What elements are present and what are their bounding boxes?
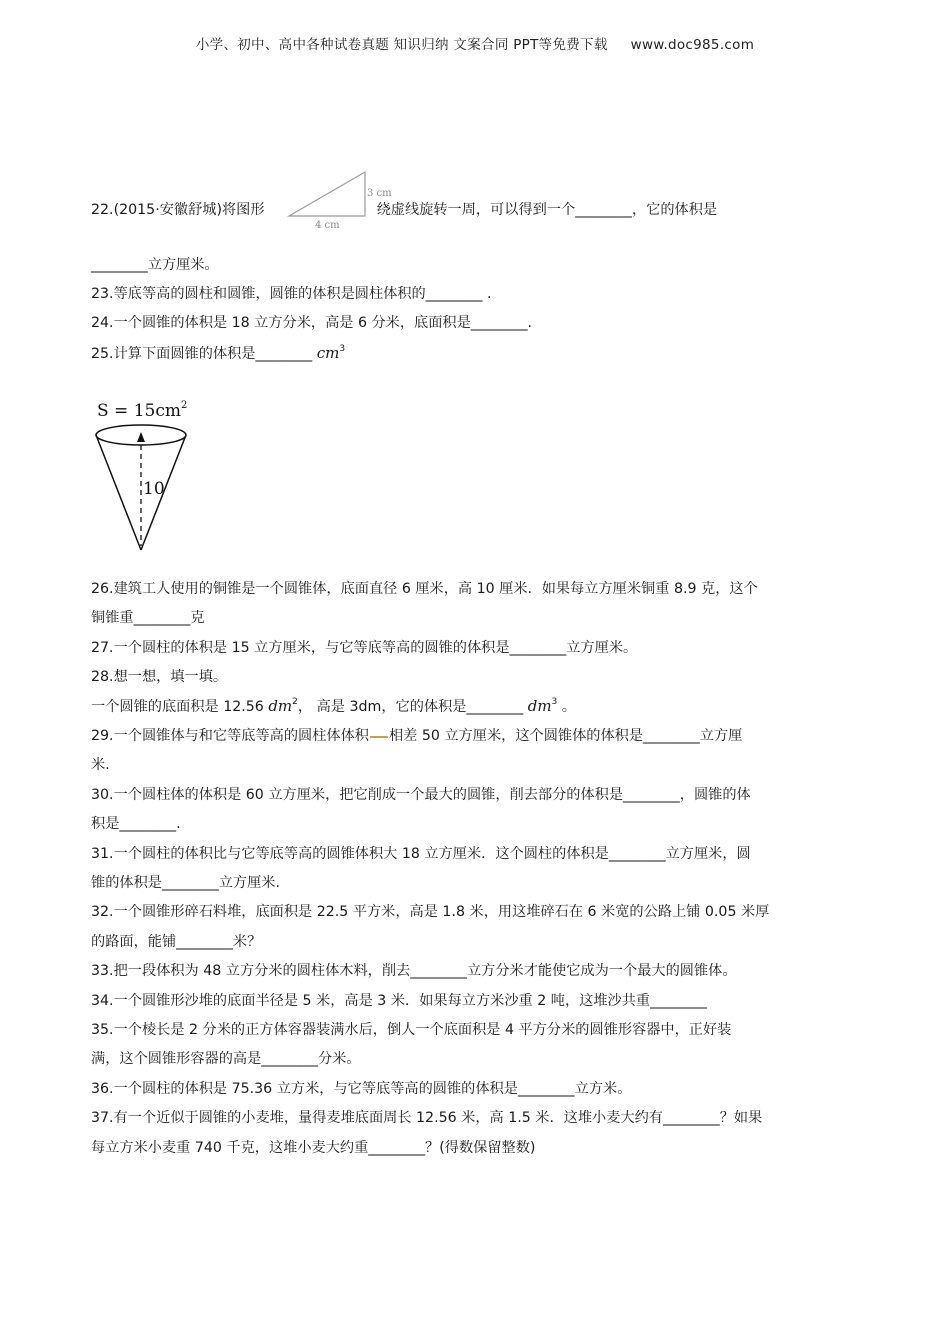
question-29-line1: 29.一个圆锥体与和它等底等高的圆柱体体积 相差 50 立方厘米，这个圆锥体的体积是________立方厘 bbox=[91, 728, 743, 744]
question-32-line2: 的路面，能铺________米？ bbox=[91, 934, 262, 950]
question-26-line2: 铜锥重________克 bbox=[91, 610, 205, 626]
question-28-line1: 28.想一想，填一填。 bbox=[91, 669, 228, 685]
unit-cm: cm bbox=[316, 344, 340, 362]
unit-dm: dm bbox=[527, 697, 552, 715]
question-28-line2: 一个圆锥的底面积是 12.56 $dm^2$， 高是 3dm，它的体积是________ $dm^3$ 。 bbox=[91, 697, 576, 715]
header-site: www.doc985.com bbox=[630, 37, 755, 53]
question-34: 34.一个圆锥形沙堆的底面半径是 5 米，高是 3 米．如果每立方米沙重 2 吨，这堆沙共重________ bbox=[91, 993, 707, 1009]
page-header bbox=[0, 33, 950, 53]
question-27: 27.一个圆柱的体积是 15 立方厘米，与它等底等高的圆锥的体积是________立方厘米。 bbox=[91, 640, 638, 656]
question-30-line1: 30.一个圆柱体的体积是 60 立方厘米，把它削成一个最大的圆锥，削去部分的体积是________，圆锥的体 bbox=[91, 787, 751, 803]
question-31-line1: 31.一个圆柱的体积比与它等底等高的圆锥体积大 18 立方厘米．这个圆柱的体积是________立方厘米，圆 bbox=[91, 846, 751, 862]
underline-mark bbox=[370, 736, 388, 738]
question-22-line2: ________立方厘米。 bbox=[91, 257, 219, 273]
cone-area-exp: 2 bbox=[181, 400, 188, 411]
cone-area-label: S = 15cm bbox=[97, 401, 181, 421]
question-30-line2: 积是________. bbox=[91, 816, 181, 832]
question-35-line2: 满，这个圆锥形容器的高是________分米。 bbox=[91, 1051, 361, 1067]
unit-dm: dm bbox=[268, 697, 293, 715]
question-37-line2: 每立方米小麦重 740 千克，这堆小麦大约重________？(得数保留整数) bbox=[91, 1140, 536, 1156]
triangle-height-label: 3 cm bbox=[367, 188, 392, 199]
cone-figure bbox=[95, 396, 205, 556]
question-24: 24.一个圆锥的体积是 18 立方分米，高是 6 分米，底面积是________. bbox=[91, 315, 533, 331]
question-33: 33.把一段体积为 48 立方分米的圆柱体木料，削去________立方分米才能使它成为一个最大的圆锥体。 bbox=[91, 963, 737, 979]
question-29-line2: 米. bbox=[91, 757, 110, 773]
right-triangle-figure bbox=[287, 166, 397, 230]
question-37-line1: 37.有一个近似于圆锥的小麦堆，量得麦堆底面周长 12.56 米，高 1.5 米．这堆小麦大约有________？如果 bbox=[91, 1110, 763, 1126]
question-32-line1: 32.一个圆锥形碎石料堆，底面积是 22.5 平方米，高是 1.8 米，用这堆碎石在 6 米宽的公路上铺 0.05 米厚 bbox=[91, 904, 770, 920]
triangle-base-label: 4 cm bbox=[315, 220, 340, 230]
cone-height-label: 10 bbox=[143, 479, 165, 499]
question-31-line2: 锥的体积是________立方厘米. bbox=[91, 875, 280, 891]
question-36: 36.一个圆柱的体积是 75.36 立方米，与它等底等高的圆锥的体积是________立方米。 bbox=[91, 1081, 632, 1097]
question-35-line1: 35.一个棱长是 2 分米的正方体容器装满水后，倒人一个底面积是 4 平方分米的圆锥形容器中，正好装 bbox=[91, 1022, 732, 1038]
header-text: 小学、初中、高中各种试卷真题 知识归纳 文案合同 PPT等免费下载 bbox=[195, 37, 608, 53]
question-25: 25.计算下面圆锥的体积是________ $cm^3$ bbox=[91, 344, 346, 362]
question-26-line1: 26.建筑工人使用的铜锥是一个圆锥体，底面直径 6 厘米，高 10 厘米．如果每立方厘米铜重 8.9 克，这个 bbox=[91, 581, 758, 597]
question-22-line1: 22.(2015·安徽舒城)将图形 绕虚线旋转一周，可以得到一个________，它的体积是 bbox=[91, 202, 718, 218]
question-23: 23.等底等高的圆柱和圆锥，圆锥的体积是圆柱体积的________ . bbox=[91, 286, 492, 302]
